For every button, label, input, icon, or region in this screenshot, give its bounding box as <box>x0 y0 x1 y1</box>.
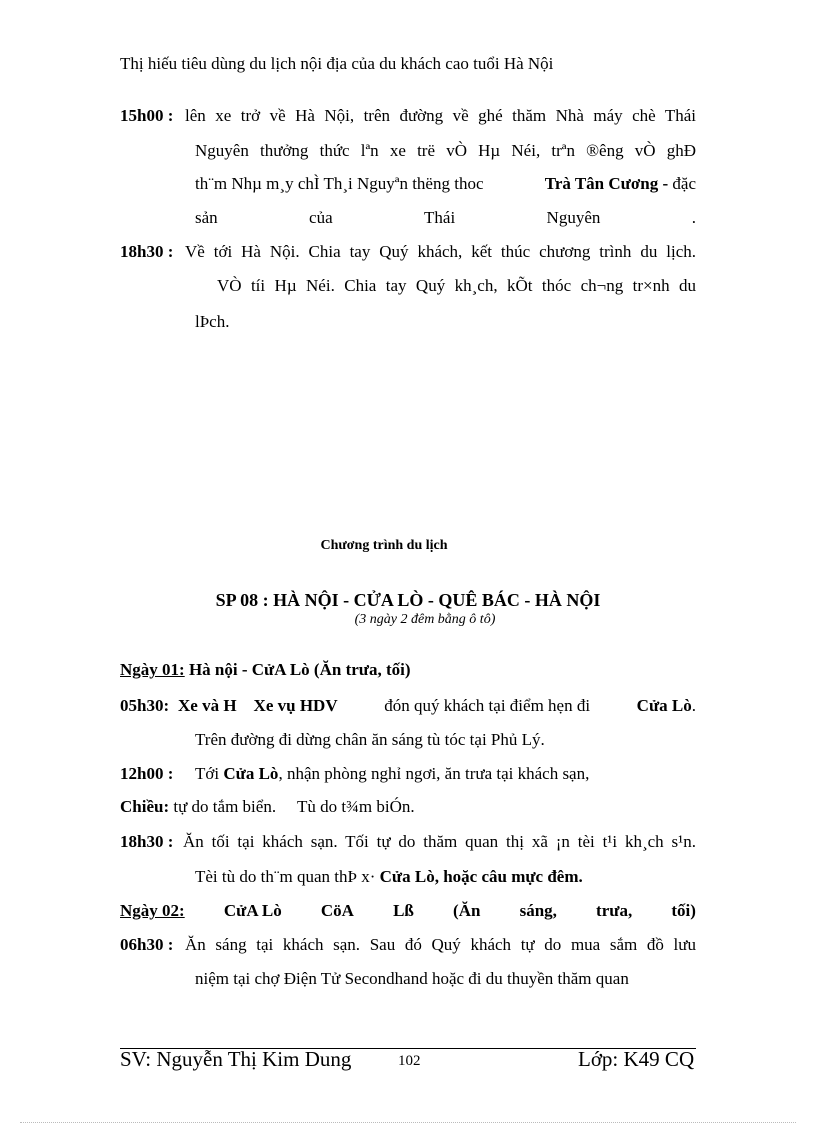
program-caption: Chương trình du lịch <box>320 538 448 553</box>
paragraph-line <box>195 764 589 784</box>
time-label: 15h00 : <box>120 106 174 125</box>
student-name: SV: Nguyễn Thị Kim Dung <box>120 1047 352 1071</box>
paragraph-line <box>195 208 696 228</box>
word: Thái <box>424 208 456 227</box>
day-heading <box>120 660 411 680</box>
word: sản <box>195 208 218 227</box>
page-number: 102 <box>398 1053 421 1069</box>
program-title: SP 08 : HÀ NỘI - CỬA LÒ - QUÊ BÁC - HÀ NỘI <box>215 590 601 610</box>
word: của <box>309 208 333 227</box>
paragraph-line <box>195 174 696 194</box>
word: (Ăn <box>453 901 481 920</box>
text-run: . <box>691 696 696 715</box>
time-label: 06h30 : <box>120 935 174 954</box>
product-name: Trà Tân Cương - <box>544 174 669 193</box>
word: CửA Lò <box>223 901 282 920</box>
word: Nguyên <box>546 208 601 227</box>
running-header: Thị hiếu tiêu dùng du lịch nội địa của du khách cao tuổi Hà Nội <box>120 54 554 73</box>
paragraph-line: Ăn tối tại khách sạn. Tối tự do thăm quan thị xã ¡n tèi t¹i kh¸ch s¹n. <box>183 832 696 851</box>
text-run: th¨m Nhµ m¸y chÌ Th¸i Nguyªn thëng thoc <box>195 174 484 193</box>
paragraph-line: Nguyên thưởng thức lªn xe trë vÒ Hµ Néi, trªn ®êng vÒ ghÐ <box>195 141 696 160</box>
day-title: Hà nội - CửA Lò (Ăn trưa, tối) <box>188 660 411 679</box>
paragraph-line <box>178 696 696 716</box>
text-run: đón quý khách tại điểm hẹn đi <box>384 696 591 715</box>
paragraph-line: lên xe trở về Hà Nội, trên đường về ghé thăm Nhà máy chè Thái <box>185 106 696 125</box>
paragraph-line: lÞch. <box>195 312 230 331</box>
word: sáng, <box>519 901 557 920</box>
place-name: Cửa Lò <box>223 764 279 783</box>
text-run: Xe và H Xe vụ HDV <box>178 696 338 715</box>
paragraph-line: niệm tại chợ Điện Tử Secondhand hoặc đi du thuyền thăm quan <box>195 969 629 988</box>
text-run: Tèi tù do th¨m quan thÞ x· <box>195 867 376 886</box>
paragraph-line: Ăn sáng tại khách sạn. Sau đó Quý khách tự do mua sắm đồ lưu <box>185 935 696 954</box>
word: tối) <box>671 901 696 920</box>
time-label: 18h30 : <box>120 832 174 851</box>
text-run: tự do tắm biển. Tù do t¾m biÓn. <box>173 797 415 816</box>
text-run: Cửa Lò, hoặc câu mực đêm. <box>379 867 583 886</box>
paragraph-line: Trên đường đi dừng chân ăn sáng tù tóc tại Phủ Lý. <box>195 730 545 749</box>
program-subtitle: (3 ngày 2 đêm bằng ô tô) <box>354 612 496 627</box>
paragraph-line <box>195 867 583 887</box>
time-label: 18h30 : <box>120 242 174 261</box>
day-heading <box>120 901 696 921</box>
word: CöA <box>320 901 354 920</box>
place-name: Cửa Lò <box>636 696 692 715</box>
paragraph-line <box>120 797 415 817</box>
paragraph-line: VÒ tíi Hµ Néi. Chia tay Quý kh¸ch, kÕt thóc ch¬ng tr×nh du <box>217 276 696 295</box>
text-run: Tới <box>195 764 220 783</box>
class-label: Lớp: K49 CQ <box>578 1047 695 1071</box>
day-label: Ngày 02: <box>120 901 185 920</box>
text-run: , nhận phòng nghỉ ngơi, ăn trưa tại khách sạn, <box>278 764 590 783</box>
word: Lß <box>393 901 414 920</box>
text-run: đặc <box>672 174 696 193</box>
day-label: Ngày 01: <box>120 660 185 679</box>
time-label: 12h00 : <box>120 764 174 783</box>
afternoon-label: Chiều: <box>120 797 170 816</box>
word: trưa, <box>596 901 633 920</box>
time-label: 05h30: <box>120 696 170 715</box>
word: . <box>691 208 696 227</box>
paragraph-line: Về tới Hà Nội. Chia tay Quý khách, kết thúc chương trình du lịch. <box>185 242 696 261</box>
